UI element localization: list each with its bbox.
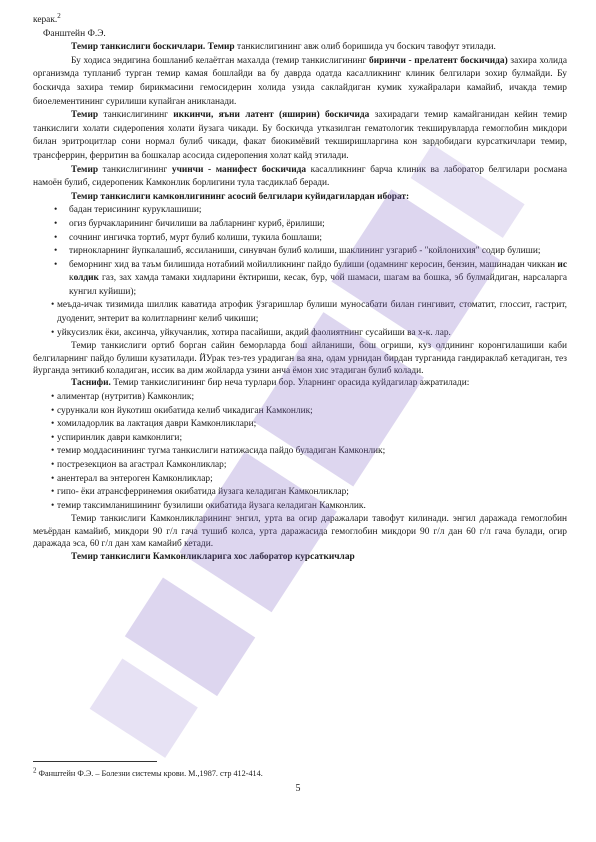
list-item: • анентерал ва энтероген Камконликлар; bbox=[51, 473, 213, 484]
page-body bbox=[33, 11, 568, 564]
section-heading-lab: Темир танкислиги Камконликларига хос лаборатор курсаткичлар bbox=[71, 551, 355, 562]
footnote: $^2$ Фанштейн Ф.Э. – Болезни системы крови. М.,1987. стр 412-414. bbox=[33, 766, 263, 778]
list-item: • хомиладорлик ва лактация даври Камконликлари; bbox=[51, 419, 257, 430]
list-item: • темир таксимланишининг бузилиши окибатида йузага келадиган Камконлик. bbox=[51, 500, 366, 511]
list-item: • беморнинг хид ва таъм билишида нотабиий мойилликнинг пайдо булиши (одамнинг керосин, бензин, машинадан чиккан ис колдик газ, зах хамда тамаки хидларини ёктириши, кесак, бур, чой шамаси, шагам ва бошка, эб булмайдиган, нарсаларга кунгил куйиши); bbox=[54, 259, 567, 297]
types-list bbox=[33, 391, 567, 513]
paragraph-classification: Таснифи. Темир танкислигининг бир неча турлари бор. Уларнинг орасида куйдагилар ажратилади: bbox=[71, 378, 470, 389]
list-item: • пострезекцион ва агастрал Камконликлар; bbox=[51, 460, 227, 471]
list-item: • бадан терисининг куруклашиши; bbox=[54, 205, 202, 216]
list-item: • меъда-ичак тизимида шиллик каватида атрофик ўзгаришлар булиши муносабати билан гингивит, стоматит, глоссит, гастрит, дуоденит, энтерит ва колитларнинг келиб чикиши; bbox=[51, 300, 567, 325]
list-item: • огиз бурчакларининг бичилиши ва лабларнинг куриб, ёрилиши; bbox=[54, 218, 325, 229]
paragraph-severity: Темир танкислиги Камконликларининг энгил, урта ва огир даражалари тавофут килинади. энгил даражада гемоглобин меъёрдан камайиб, микдори 90 г/л гача тушиб колса, урта даражасида гемоглобин микдори 90 г/л дан 60 г/л гача булади, огир даражада эса, 60 г/л дан хам камайиб кетади. bbox=[33, 514, 567, 550]
line-fragment: керак.$^2$ bbox=[33, 11, 61, 25]
list-item: • сочнинг ингичка тортиб, мурт булиб колиши, тукила бошлаши; bbox=[54, 232, 323, 243]
list-item: • уйкусизлик ёки, аксинча, уйкучанлик, хотира пасайиши, акдий фаолиятнинг сусайиши ва х-к. лар. bbox=[51, 327, 451, 338]
page-number: 5 bbox=[295, 783, 301, 794]
footnote-separator bbox=[33, 761, 157, 762]
paragraph-stage-two: Темир танкислигининг иккинчи, яъни латент (яширин) боскичида захирадаги темир камайганидан кейин темир танкислиги холати сидеропения холати йузага чикади. Бу боскичда утказилган гематологик текширувларда гемоглобин микдори билан эритроцитлар сони нормал булиб чикади, факат биокимёвий текширишларгина кон зардобидаги курсаткичлари темир, трансферрин, ферритин ва бошкалар асосида сидеропения холат кайд этилади. bbox=[33, 110, 568, 161]
author-line: Фанштейн Ф.Э. bbox=[43, 28, 106, 39]
signs-list-continued bbox=[33, 299, 567, 340]
signs-list bbox=[33, 204, 567, 299]
paragraph-stages: Темир танкислиги боскичлари. Темир танкислигининг авж олиб боришида уч боскич тавофут этилади. bbox=[71, 42, 496, 53]
section-heading-signs: Темир танкислиги камконлигининг асосий белгилари куйидагилардан иборат: bbox=[71, 191, 410, 202]
list-item: • успиринлик даври камконлиги; bbox=[51, 432, 183, 443]
list-item: • тирнокларнинг йупкалашиб, яссиланиши, синувчан булиб колиши, шаклининг узгариб - "койлонихия" содир булиши; bbox=[54, 246, 541, 257]
list-item: • темир моддасинининг тугма танкислиги натижасида пайдо буладиган Камконлик; bbox=[51, 446, 386, 457]
paragraph-stage-three: Темир танкислигининг учинчи - манифест боскичида касалликнинг барча клиник ва лаборатор белгилари росмана намоён булиб, сидеропеник Камконлик борлигини тула тасдиклаб беради. bbox=[33, 164, 567, 189]
footnote-ref[interactable]: 2 bbox=[57, 11, 61, 20]
list-item: • сурункали кон йукотиш окибатида келиб чикадиган Камконлик; bbox=[51, 405, 313, 416]
paragraph-stage-one: Бу ходиса эндигина бошланиб келаётган махалда (темир танкислигининг биринчи - прелатент боскичида) захира холида организмда тупланиб турган темир камая бошлайди ва бу даврда одатда касалликнинг клиник белгилари зохир булмайди. Бу боскичда захира темир бирикмасини гемосидерин холида узида саклайдиган кумик хужайралари камайиб, ичакда темир биоелементининг сурилиши купайган аникланади. bbox=[33, 55, 567, 107]
list-item: • алиментар (нутритив) Камконлик; bbox=[51, 392, 195, 403]
list-item: • гипо- ёки атрансферринемия окибатида йузага келадиган Камконликлар; bbox=[51, 487, 349, 498]
paragraph-symptoms: Темир танкислиги ортиб борган сайин беморларда бош айланиши, бош огриши, куз олдининг коронгилашиши каби белгиларнинг пайдо булиши кузатилади. ЙУрак тез-тез урадиган ва яна, одам урнидан бирдан турганида гандираклаб кетадиган, тез йурганда энтикиб коладиган, иссик ва дим жойларда узини анча ёмон хис этадиган булиб колади. bbox=[33, 341, 567, 377]
